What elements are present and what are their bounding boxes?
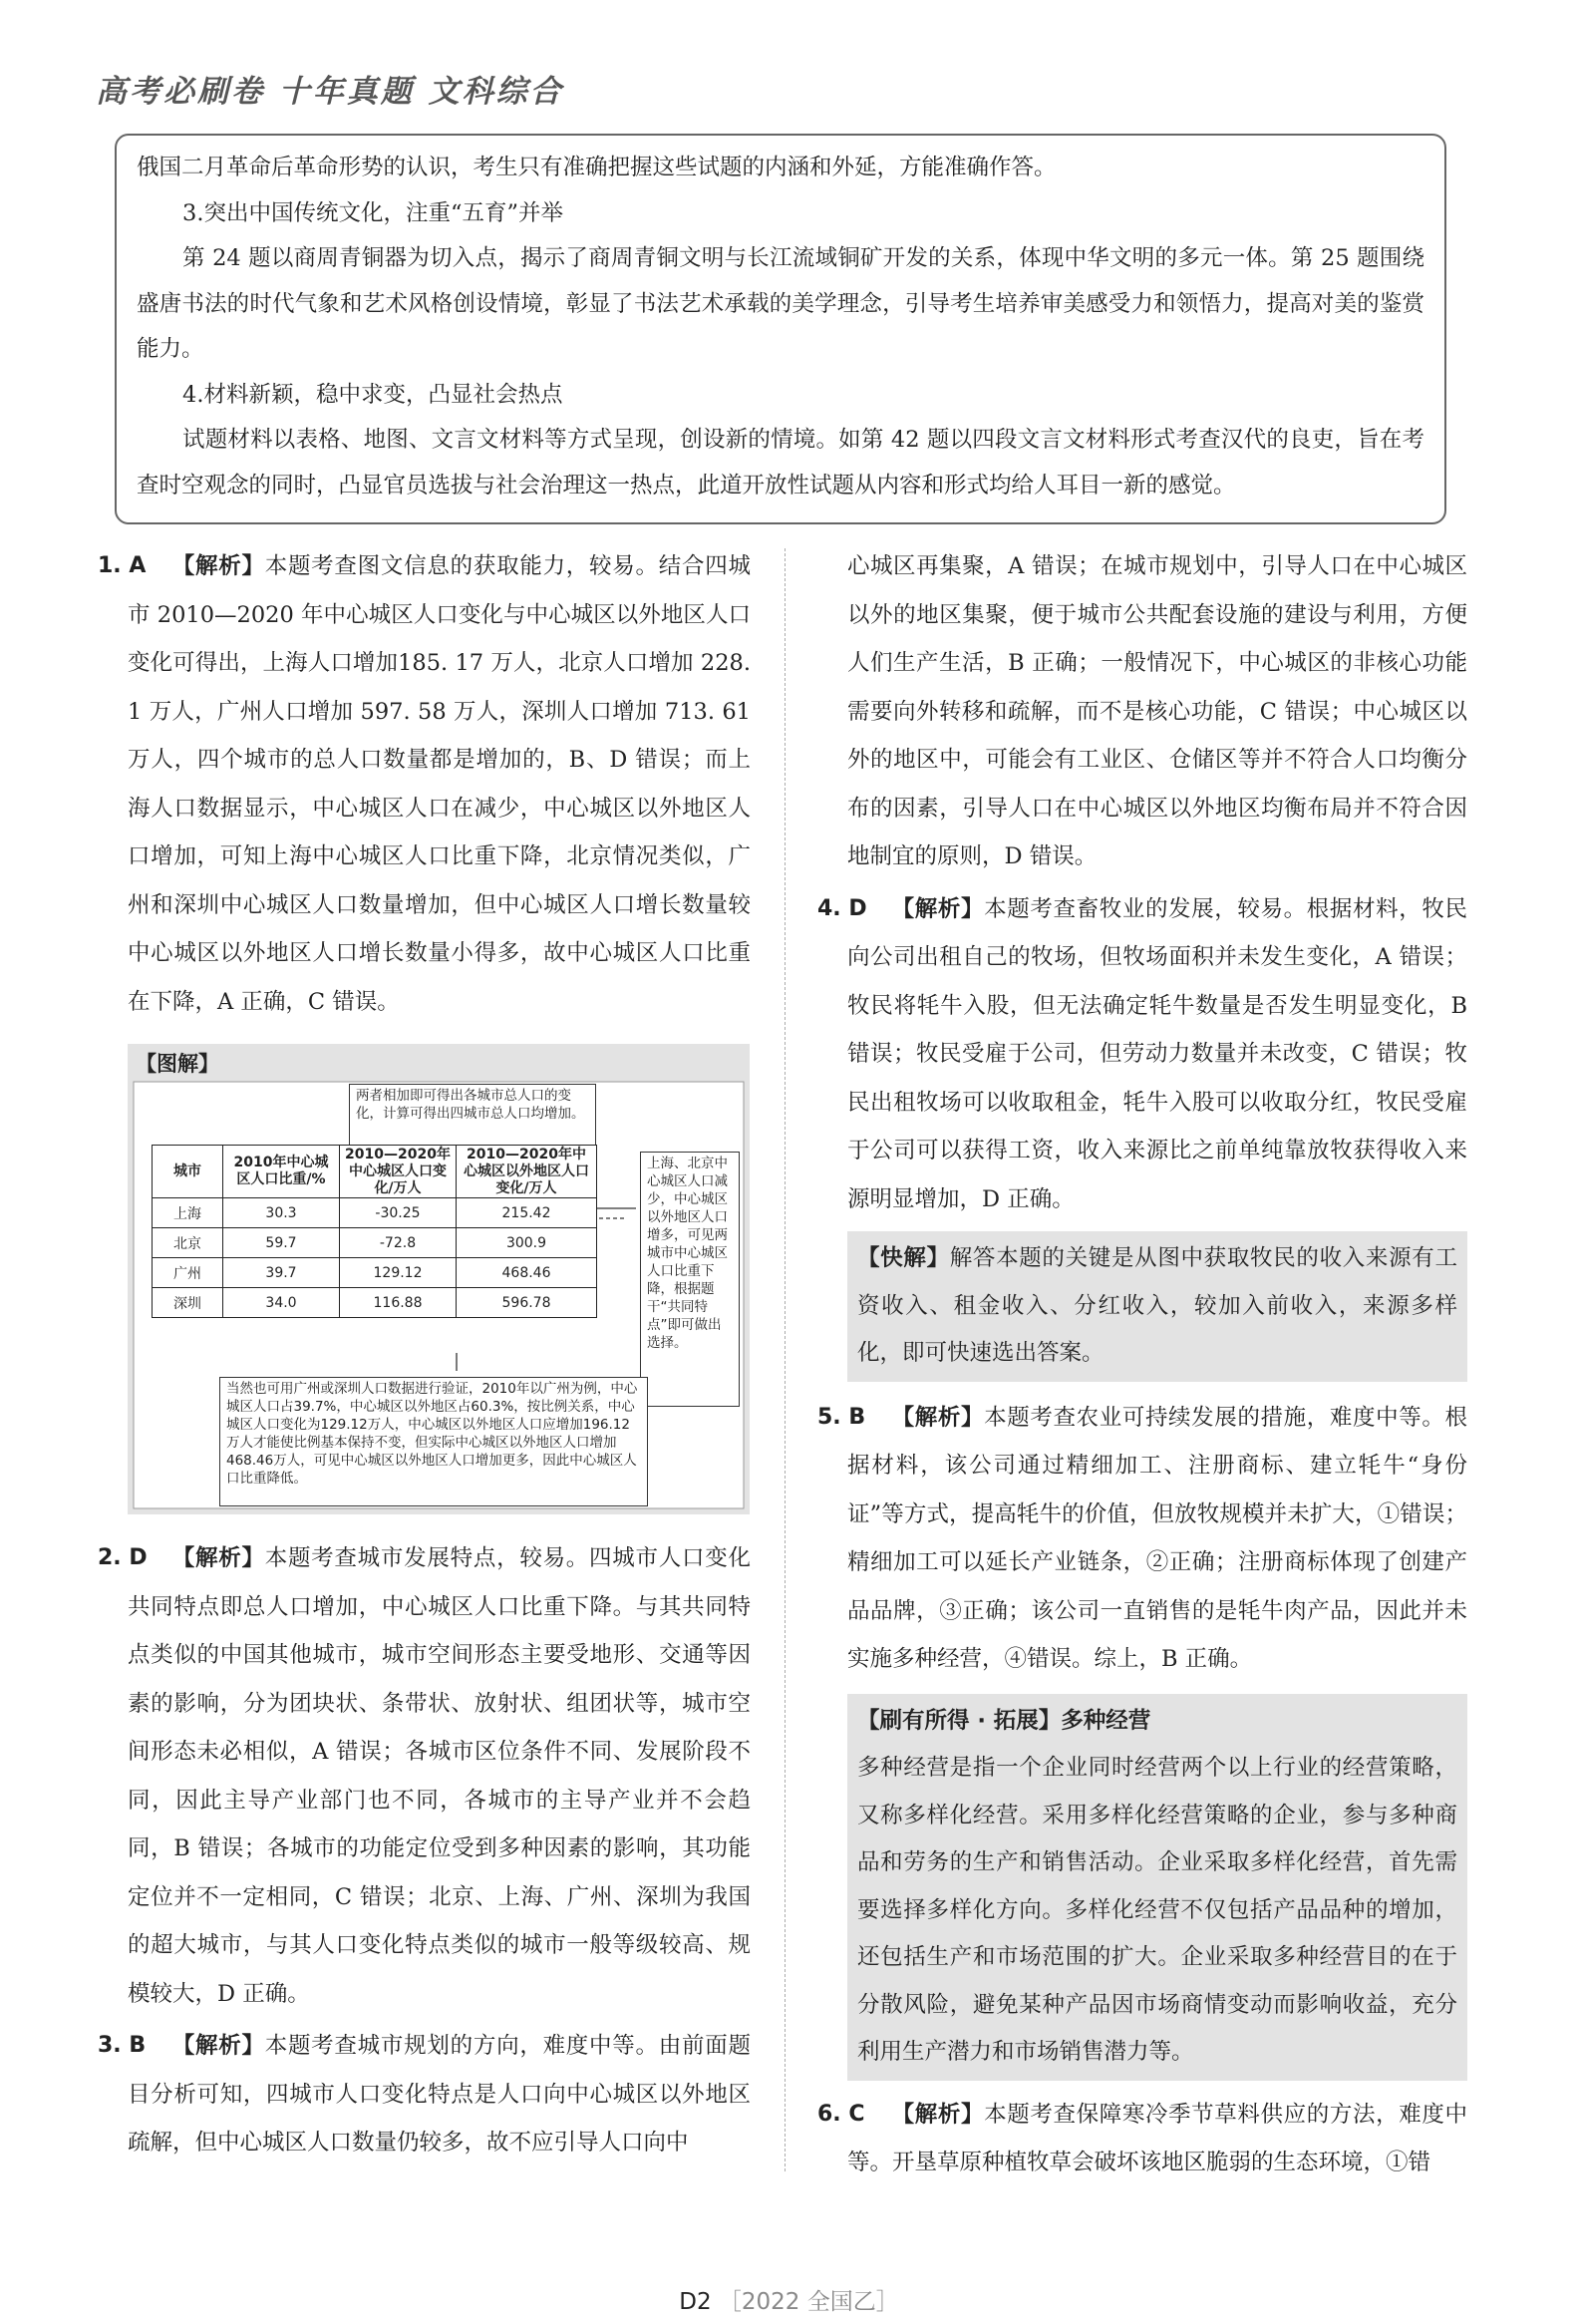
note-top: 两者相加即可得出各城市总人口的变化，计算可得出四城市总人口均增加。	[349, 1084, 596, 1150]
table-cell: 468.46	[457, 1258, 597, 1288]
answer-number: 5. B	[817, 1404, 866, 1430]
quick-tip-text: 解答本题的关键是从图中获取牧民的收入来源有工资收入、租金收入、分红收入，较加入前收入，来源多样化，即可快速选出答案。	[857, 1245, 1457, 1366]
intro-paragraph: 试题材料以表格、地图、文言文材料等方式呈现，创设新的情境。如第 42 题以四段文言文材料形式考查汉代的良吏，旨在考查时空观念的同时，凸显官员选拔与社会治理这一热点，此道开放性试题从内容和形式均给人耳目一新的感觉。	[137, 427, 1424, 498]
table-cell: 深圳	[153, 1288, 223, 1318]
answer-text: 本题考查畜牧业的发展，较易。根据材料，牧民向公司出租自己的牧场，但牧场面积并未发生变化，A 错误；牧民将牦牛入股，但无法确定牦牛数量是否发生明显变化，B 错误；牧民受雇于公司，但劳动力数量并未改变，C 错误；牧民出租牧场可以收取租金，牦牛入股可以收取分红，牧民受雇于公司可以获得工资，收入来源比之前单纯靠放牧获得收入来源明显增加，D 正确。	[847, 895, 1467, 1212]
table-cell: 上海	[153, 1198, 223, 1228]
analysis-tag: 【解析】	[171, 553, 265, 579]
answer-number: 1. A	[98, 553, 147, 578]
answer-3	[98, 2022, 751, 2167]
table-header: 2010年中心城区人口比重/%	[223, 1146, 340, 1198]
analysis-tag: 【解析】	[891, 1404, 985, 1431]
table-cell: 广州	[153, 1258, 223, 1288]
page-footer	[0, 2283, 1578, 2316]
extension-title: 【刷有所得 · 拓展】多种经营	[857, 1707, 1151, 1734]
intro-paragraph: 第 24 题以商周青铜器为切入点，揭示了商周青铜文明与长江流域铜矿开发的关系，体现中华文明的多元一体。第 25 题围绕盛唐书法的时代气象和艺术风格创设情境，彰显了书法艺术承载的美学理念，引导考生培养审美感受力和领悟力，提高对美的鉴赏能力。	[137, 245, 1424, 362]
analysis-tag: 【解析】	[891, 895, 985, 922]
answer-text: 本题考查农业可持续发展的措施，难度中等。根据材料，该公司通过精细加工、注册商标、建立牦牛“身份证”等方式，提高牦牛的价值，但放牧规模并未扩大，①错误；精细加工可以延长产业链条，②正确；注册商标体现了创建产品品牌，③正确；该公司一直销售的是牦牛肉产品，因此并未实施多种经营，④错误。综上，B 正确。	[847, 1404, 1467, 1672]
figure-title: 【图解】	[136, 1052, 219, 1076]
answer-6	[817, 2091, 1467, 2187]
answer-2	[98, 1534, 751, 2018]
answer-text: 本题考查图文信息的获取能力，较易。结合四城市 2010—2020 年中心城区人口变化与中心城区以外地区人口变化可得出，上海人口增加185. 17 万人，北京人口增加 228. 1 万人，广州人口增加 597. 58 万人，深圳人口增加 713. 61万人，四个城市的总人口数量都是增加的，B、D 错误；而上海人口数据显示，中心城区人口在减少，中心城区以外地区人口增加，可知上海中心城区人口比重下降，北京情况类似，广州和深圳中心城区人口数量增加，但中心城区人口增长数量较中心城区以外地区人口增长数量小得多，故中心城区人口比重在下降，A 正确，C 错误。	[128, 553, 751, 1015]
table-header: 2010—2020年中心城区人口变化/万人	[340, 1146, 457, 1198]
intro-heading: 4.材料新颖，稳中求变，凸显社会热点	[182, 381, 563, 408]
analysis-tag: 【解析】	[891, 2101, 985, 2128]
table-cell: 215.42	[457, 1198, 597, 1228]
table-cell: 116.88	[340, 1288, 457, 1318]
table-row	[153, 1198, 597, 1228]
source-label: ［2022 全国乙］	[718, 2289, 899, 2315]
running-title: 高考必刷卷 十年真题 文科综合	[96, 74, 564, 110]
answer-4	[817, 885, 1467, 1224]
table-row	[153, 1258, 597, 1288]
page-number: D2	[679, 2289, 712, 2315]
table-cell: -72.8	[340, 1228, 457, 1258]
extension-box	[847, 1694, 1467, 2081]
table-row	[153, 1228, 597, 1258]
answer-5	[817, 1394, 1467, 1684]
answer-number: 2. D	[98, 1545, 148, 1570]
table-cell: -30.25	[340, 1198, 457, 1228]
table-header: 2010—2020年中心城区以外地区人口变化/万人	[457, 1146, 597, 1198]
table-cell: 39.7	[223, 1258, 340, 1288]
analysis-tag: 【解析】	[171, 2033, 265, 2059]
table-cell: 129.12	[340, 1258, 457, 1288]
note-right: 上海、北京中心城区人口减少，中心城区以外地区人口增多，可见两城市中心城区人口比重下降，根据题干“共同特点”即可做出选择。	[640, 1152, 740, 1407]
table-cell: 300.9	[457, 1228, 597, 1258]
table-cell: 34.0	[223, 1288, 340, 1318]
answer-number: 4. D	[817, 895, 867, 921]
column-divider	[785, 548, 787, 2171]
answer-1	[98, 542, 751, 1026]
answer-text: 本题考查城市规划的方向，难度中等。由前面题目分析可知，四城市人口变化特点是人口向中心城区以外地区疏解，但中心城区人口数量仍较多，故不应引导人口向中	[128, 2033, 751, 2156]
quick-tip-box	[847, 1231, 1467, 1382]
table-header: 城市	[153, 1146, 223, 1198]
extension-text: 多种经营是指一个企业同时经营两个以上行业的经营策略，又称多样化经营。采用多样化经营策略的企业，参与多种商品和劳务的生产和销售活动。企业采取多样化经营，首先需要选择多样化方向。多样化经营不仅包括产品品种的增加，还包括生产和市场范围的扩大。企业采取多种经营目的在于分散风险，避免某种产品因市场商情变动而影响收益，充分利用生产潜力和市场销售潜力等。	[857, 1755, 1457, 2065]
intro-box	[115, 134, 1446, 524]
answer-text: 本题考查城市发展特点，较易。四城市人口变化共同特点即总人口增加，中心城区人口比重下降。与其共同特点类似的中国其他城市，城市空间形态主要受地形、交通等因素的影响，分为团块状、条带状、放射状、组团状等，城市空间形态未必相似，A 错误；各城市区位条件不同、发展阶段不同，因此主导产业部门也不同，各城市的主导产业并不会趋同，B 错误；各城市的功能定位受到多种因素的影响，其功能定位并不一定相同，C 错误；北京、上海、广州、深圳为我国的超大城市，与其人口变化特点类似的城市一般等级较高、规模较大，D 正确。	[128, 1545, 751, 2007]
answer-text: 本题考查保障寒冷季节草料供应的方法，难度中等。开垦草原种植牧草会破坏该地区脆弱的生态环境，①错	[847, 2101, 1467, 2175]
note-bottom: 当然也可用广州或深圳人口数据进行验证，2010年以广州为例，中心城区人口占39.7%，中心城区以外地区占60.3%，按比例关系，中心城区人口变化为129.12万人，中心城区以外地区人口应增加196.12万人才能使比例基本保持不变，但实际中心城区以外地区人口增加468.46万人，可见中心城区以外地区人口增加更多，因此中心城区人口比重降低。	[219, 1377, 648, 1506]
answer-text: 心城区再集聚，A 错误；在城市规划中，引导人口在中心城区以外的地区集聚，便于城市公共配套设施的建设与利用，方便人们生产生活，B 正确；一般情况下，中心城区的非核心功能需要向外转移和疏解，而不是核心功能，C 错误；中心城区以外的地区中，可能会有工业区、仓储区等并不符合人口均衡分布的因素，引导人口在中心城区以外地区均衡布局并不符合因地制宜的原则，D 错误。	[847, 553, 1467, 869]
table-cell: 北京	[153, 1228, 223, 1258]
answer-number: 6. C	[817, 2101, 865, 2127]
analysis-tag: 【解析】	[171, 1545, 265, 1571]
figure-diagram	[128, 1044, 750, 1514]
right-column	[817, 542, 1467, 2187]
population-table	[152, 1145, 597, 1318]
table-cell: 30.3	[223, 1198, 340, 1228]
intro-heading: 3.突出中国传统文化，注重“五育”并举	[182, 199, 563, 226]
table-row	[153, 1288, 597, 1318]
table-cell: 596.78	[457, 1288, 597, 1318]
intro-paragraph: 俄国二月革命后革命形势的认识，考生只有准确把握这些试题的内涵和外延，方能准确作答。	[137, 155, 1057, 180]
quick-tip-title: 【快解】	[857, 1245, 950, 1271]
table-cell: 59.7	[223, 1228, 340, 1258]
answer-number: 3. B	[98, 2033, 147, 2058]
left-column	[98, 542, 751, 2167]
answer-3-continued	[817, 542, 1467, 881]
